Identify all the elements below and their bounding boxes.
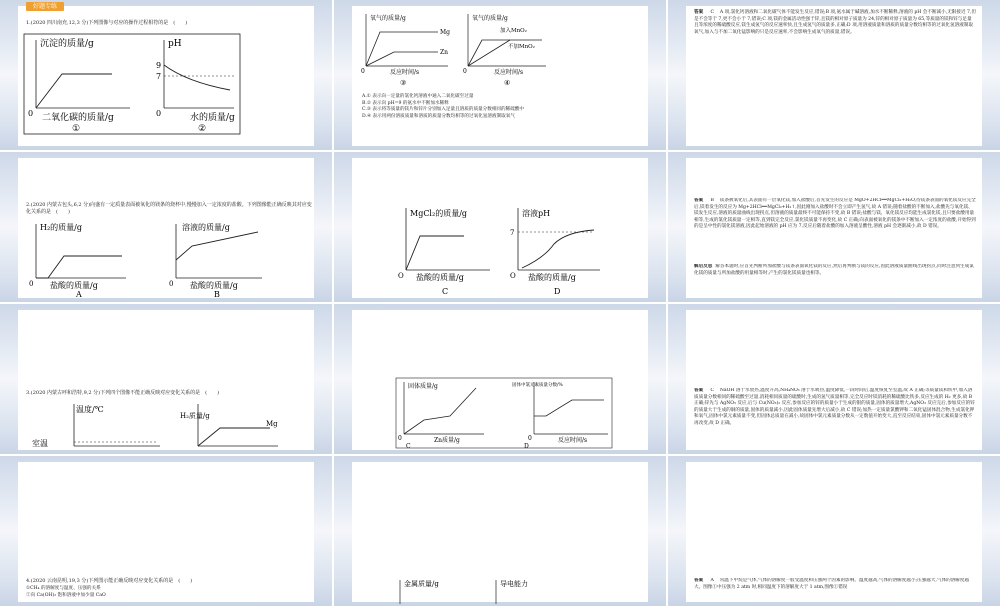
q4-condition-2: ②向 Ca(OH)₂ 饱和溶液中加少量 CaO bbox=[26, 593, 106, 598]
q1-fig1-origin: 0 bbox=[28, 109, 34, 118]
q3-figD-origin: 0 bbox=[528, 435, 532, 442]
q1-options bbox=[362, 94, 642, 120]
q1-fig4-num: ④ bbox=[504, 79, 511, 87]
q3-figC-origin: 0 bbox=[398, 435, 402, 442]
q3-figD-xlabel: 反应时间/s bbox=[558, 437, 588, 444]
q2-reflection bbox=[694, 264, 976, 282]
q1-fig3-ylabel: 氧气的质量/g bbox=[370, 15, 406, 22]
q4-answer-letter: A bbox=[710, 578, 714, 583]
q2-figD-xlabel: 盐酸的质量/g bbox=[528, 273, 576, 282]
slide-q2-figures bbox=[334, 152, 666, 302]
q2-figure-c-d bbox=[394, 202, 604, 298]
q1-option-b: B.② 表示向 pH=9 的氨水中不断加水稀释 bbox=[362, 100, 449, 106]
q2-figB-origin: 0 bbox=[169, 280, 174, 288]
q4-stem: 4.(2020 云南昆明,19,3 分)下列图示能正确反映对应变化关系的是 ( ) bbox=[26, 578, 193, 584]
q4-fig1-ylabel: 金属质量/g bbox=[404, 580, 439, 588]
q4-fig2-ylabel: 导电能力 bbox=[500, 580, 528, 588]
q2-answer bbox=[694, 198, 976, 268]
q2-figB-ylabel: 溶液的质量/g bbox=[182, 223, 230, 232]
q2-stem: 2.(2020 内蒙古包头,6,2 分)向盛有一定质量表面被氧化的镁条的烧杯中,慢慢加入一定浓度的盐酸。下列图像能正确反映其对应变化关系的是 ( ) bbox=[26, 202, 312, 215]
slide-q4-figures bbox=[334, 456, 666, 606]
q2-figC-ylabel: MgCl₂的质量/g bbox=[410, 209, 468, 218]
q1-answer bbox=[694, 10, 976, 36]
slide-q1-options bbox=[334, 0, 666, 150]
q3-answer-letter: C bbox=[710, 388, 715, 393]
q3-answer-label: 答案 bbox=[694, 388, 704, 393]
q2-figure-a-b bbox=[26, 218, 266, 298]
header-tag: 好题专练 bbox=[26, 2, 64, 11]
q2-figC-xlabel: 盐酸的质量/g bbox=[416, 273, 464, 282]
q1-fig1-ylabel: 沉淀的质量/g bbox=[40, 39, 94, 49]
q3-figure-a-b bbox=[30, 402, 280, 450]
slide-q2-question bbox=[0, 152, 332, 302]
slide-q4-answer bbox=[668, 456, 1000, 606]
q3-explanation: NaOH 溶于水放热,温度升高,NH₄NO₃ 溶于水吸热,温度降低,一段时间后,温度恢复至室温,故 A 正确;等质量镁和铁中,加入溶质质量分数相同的稀硫酸至过量,消耗相同质量的硫酸时,生成的氢气质量相等,完全反应时镁消耗的稀硫酸比铁多,反应生成的 H₂ 更多,故 B 正确;锌先与 AgNO₃ 反应,后与 Cu(NO₃)₂ 反应,参加反应的锌的质量小于生成的银的质量,固体的质量增大,AgNO₃ 反应完后,参加反应的锌的质量大于生成的铜的质量,固体的质量减小,因此固体质量先增大后减小,故 C 错误;加热一定质量氯酸钾和二氧化锰固体混合物,生成氯化钾和氧气,固体中氯元素质量不变,但固体总质量在减小,故固体中氯元素质量分数从一定数值开始变大,直至反应结束,固体中氯元素质量分数不再改变,故 D 正确。 bbox=[694, 388, 975, 426]
q1-fig4-ylabel: 氧气的质量/g bbox=[472, 15, 508, 22]
q2-reflection-label: 解后反思 bbox=[694, 264, 713, 269]
q1-fig3-s2: Zn bbox=[440, 49, 449, 56]
q2-figD-origin: O bbox=[510, 272, 516, 280]
q3-figC-letter: C bbox=[406, 443, 411, 450]
q2-figD-tick7: 7 bbox=[510, 229, 515, 237]
q1-fig2-num: ② bbox=[198, 124, 207, 134]
q1-stem: 1.(2020 四川南充,12,3 分)下列图像与对应的操作过程相符的是 ( ) bbox=[26, 20, 188, 26]
q1-fig3-s1: Mg bbox=[440, 29, 450, 36]
q1-fig4-s1: 加入MnO₂ bbox=[500, 28, 527, 34]
q1-answer-label: 答案 bbox=[694, 10, 704, 15]
q2-reflection-text: 解答本题时,应首先判断所加盐酸与镁条表面氧化镁的反应,然后再判断与镁的反应,因此溶液质量曲线出现拐点,同时注意到生成氯化镁的质量与所加盐酸的用量相等时,产生的氯化镁质量也相等。 bbox=[694, 264, 974, 276]
q3-figA-ref: 室温 bbox=[32, 439, 48, 448]
q1-fig1-num: ① bbox=[72, 124, 81, 134]
q2-figC-letter: C bbox=[442, 287, 449, 296]
q3-figD-ylabel: 固体中氯元素质量分数/% bbox=[512, 383, 563, 388]
slide-q3-options bbox=[334, 304, 666, 454]
q3-figA-ylabel: 温度/℃ bbox=[76, 405, 104, 414]
q1-fig3-origin: 0 bbox=[361, 68, 365, 75]
q4-answer bbox=[694, 578, 976, 606]
q1-explanation: A 项,氯化钙溶液和二氧化碳气体不能发生反应,错误;B 项,氨水属于碱溶液,加水不断稀释,溶液的 pH 会不断减小,无限接近 7,但是不会等于 7,更不会小于 7,错误;C 项,镁的金属活动性强于锌,且镁的相对原子质量为 24,锌的相对原子质量为 65,等质量的镁和锌与足量且等浓度的稀硫酸反应,镁生成氢气的反应速率快,且生成氢气的质量多,正确;D 项,用溶液质量和溶质的质量分数均相等的过氧化氢溶液制取氧气,加入与不加二氧化锰影响的只是反应速率,不会影响生成氧气的质量,错误。 bbox=[694, 10, 977, 35]
q1-figure-1-2 bbox=[22, 32, 242, 136]
q1-fig1-xlabel: 二氧化碳的质量/g bbox=[42, 113, 114, 123]
q1-fig4-xlabel: 反应时间/s bbox=[494, 69, 524, 76]
q1-figure-3-4 bbox=[360, 10, 550, 90]
q3-figD-letter: D bbox=[524, 443, 529, 450]
slide-q2-answer bbox=[668, 152, 1000, 302]
q3-figC-ylabel: 固体质量/g bbox=[408, 383, 438, 390]
q1-option-a: A.① 表示向一定量的氯化钙溶液中通入二氧化碳至过量 bbox=[362, 94, 474, 99]
q1-fig3-num: ③ bbox=[400, 79, 407, 87]
q1-fig2-tick9: 9 bbox=[156, 61, 162, 70]
slide-q3-answer bbox=[668, 304, 1000, 454]
q2-figA-letter: A bbox=[76, 290, 82, 298]
q1-answer-letter: C bbox=[710, 10, 715, 15]
q3-figB-ylabel: H₂质量/g bbox=[180, 412, 210, 420]
q1-fig2-xlabel: 水的质量/g bbox=[190, 113, 235, 123]
q1-fig4-s2: 不加MnO₂ bbox=[508, 44, 535, 50]
q1-fig2-tick7: 7 bbox=[156, 72, 162, 81]
q1-fig4-origin: 0 bbox=[463, 68, 467, 75]
q2-figA-xlabel: 盐酸的质量/g bbox=[50, 281, 98, 290]
q3-figB-s1: Mg bbox=[266, 420, 278, 428]
q4-answer-label: 答案 bbox=[694, 578, 704, 583]
q1-option-d: D.④ 表示用两份溶质质量和溶质的质量分数均相等的过氧化氢溶液制取氧气 bbox=[362, 113, 515, 119]
q3-figure-c-d bbox=[394, 376, 614, 450]
q2-figD-ylabel: 溶液pH bbox=[522, 209, 551, 218]
slide-q1-question bbox=[0, 0, 332, 150]
q3-figC-xlabel: Zn质量/g bbox=[434, 437, 460, 444]
slide-q1-answer bbox=[668, 0, 1000, 150]
q2-figA-ylabel: H₂的质量/g bbox=[40, 223, 82, 232]
q3-answer bbox=[694, 388, 976, 450]
q1-fig2-origin: 0 bbox=[156, 109, 162, 118]
q1-option-c: C.③ 表示将等质量的镁片和锌片分别加入足量且溶质的质量分数相同的稀硫酸中 bbox=[362, 107, 524, 113]
q2-answer-letter: B bbox=[710, 198, 714, 203]
slide-q3-question bbox=[0, 304, 332, 454]
q3-stem: 3.(2020 内蒙古呼和浩特,9,2 分)下列四个图像不能正确反映对应变化关系的是 ( ) bbox=[26, 390, 220, 396]
q2-explanation: 镁条被氧化后,其表面有一层氧化镁,加入盐酸后,首先发生的反应是 MgO+2HCl══MgCl₂+H₂O,待镁条表面的氧化镁反应完全后,镁着发生的反应为 Mg+2HCl══MgCl₂+H₂↑,因此刚加入盐酸时不会立即产生氢气,故 A 错误;随着盐酸的不断加入,盐酸先与氧化镁、镁发生反应,溶液的质量曲线出现拐点,但溶液的质量最终不可能保持不变,故 B 错误;盐酸与镁、氧化镁反应均能生成氯化镁,且只要盐酸用量相等,生成的氯化镁质量一定相等,直到镁完全反应,氯化镁质量不再变化,故 C 正确;向表面被氧化的镁条中不断加入一定浓度的盐酸,开始得到的是呈中性的氯化镁溶液,因此起始溶液的 pH 应为 7,反应后随着盐酸的加入溶液呈酸性,溶液 pH 会逐渐减小,故 D 错误。 bbox=[694, 198, 976, 230]
slide-q4-question bbox=[0, 456, 332, 606]
q2-figC-origin: O bbox=[398, 272, 404, 280]
q2-figD-letter: D bbox=[554, 287, 561, 296]
q4-explanation: 常温下甲烷是气体,气体的溶解度一般受温度和压强两个因素的影响。温度越高,气体的溶解度越小;压强越大,气体的溶解度越大。图像①中压强为 2 atm 时,相同温度下的溶解度大于 1 atm,图像①错误 bbox=[694, 578, 970, 590]
q2-figB-letter: B bbox=[214, 290, 220, 298]
q1-fig2-ylabel: pH bbox=[168, 39, 182, 49]
q2-answer-label: 答案 bbox=[694, 198, 704, 203]
q1-fig3-xlabel: 反应时间/s bbox=[390, 69, 420, 76]
q2-figA-origin: 0 bbox=[29, 280, 34, 288]
q2-figB-xlabel: 盐酸的质量/g bbox=[190, 281, 238, 290]
q4-condition-1: ①CH₄ 的溶解度与温度、压强的关系 bbox=[26, 586, 101, 591]
